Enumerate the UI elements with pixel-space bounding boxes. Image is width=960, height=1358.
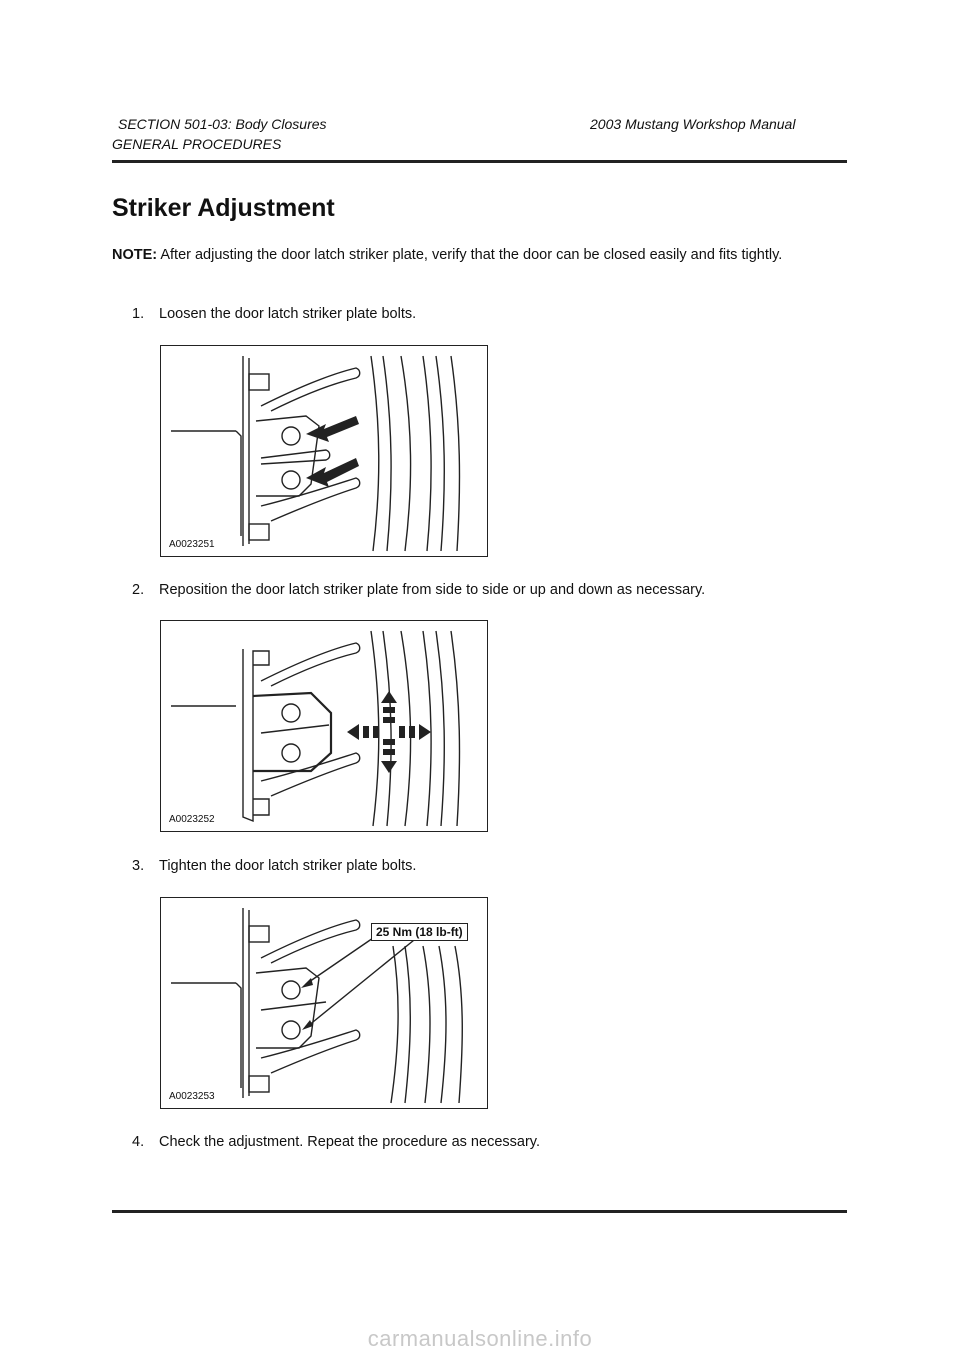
striker-plate-illustration [161,621,487,831]
header-rule [112,160,847,163]
footer-rule [112,1210,847,1213]
figure-loosen-bolts [160,345,488,557]
figure-code: A0023252 [169,814,215,825]
step-text: Reposition the door latch striker plate from side to side or up and down as necessary. [159,582,706,598]
step-number: 4. [132,1134,145,1150]
note [112,245,832,265]
step-number: 3. [132,858,145,874]
step-number: 2. [132,582,145,598]
step-text: Check the adjustment. Repeat the procedure as necessary. [159,1134,540,1150]
figure-tighten-bolts [160,897,488,1109]
header-subsection: GENERAL PROCEDURES [112,136,282,152]
step-1 [132,306,416,322]
watermark: carmanualsonline.info [367,1326,593,1351]
figure-code: A0023253 [169,1091,215,1102]
striker-plate-illustration [161,346,487,556]
step-number: 1. [132,306,145,322]
header-section: SECTION 501-03: Body Closures [118,116,327,132]
page-title: Striker Adjustment [112,194,335,222]
step-text: Tighten the door latch striker plate bolts. [159,858,417,874]
step-3 [132,858,416,874]
header-manual-title: 2003 Mustang Workshop Manual [590,116,796,132]
figure-code: A0023251 [169,539,215,550]
figure-reposition-plate [160,620,488,832]
torque-spec: 25 Nm (18 lb-ft) [371,923,468,941]
step-text: Loosen the door latch striker plate bolts. [159,306,417,322]
note-label: NOTE: [112,247,158,263]
step-4 [132,1134,540,1150]
note-text: After adjusting the door latch striker plate, verify that the door can be closed easily and fits tightly. [160,247,783,263]
step-2 [132,582,705,598]
